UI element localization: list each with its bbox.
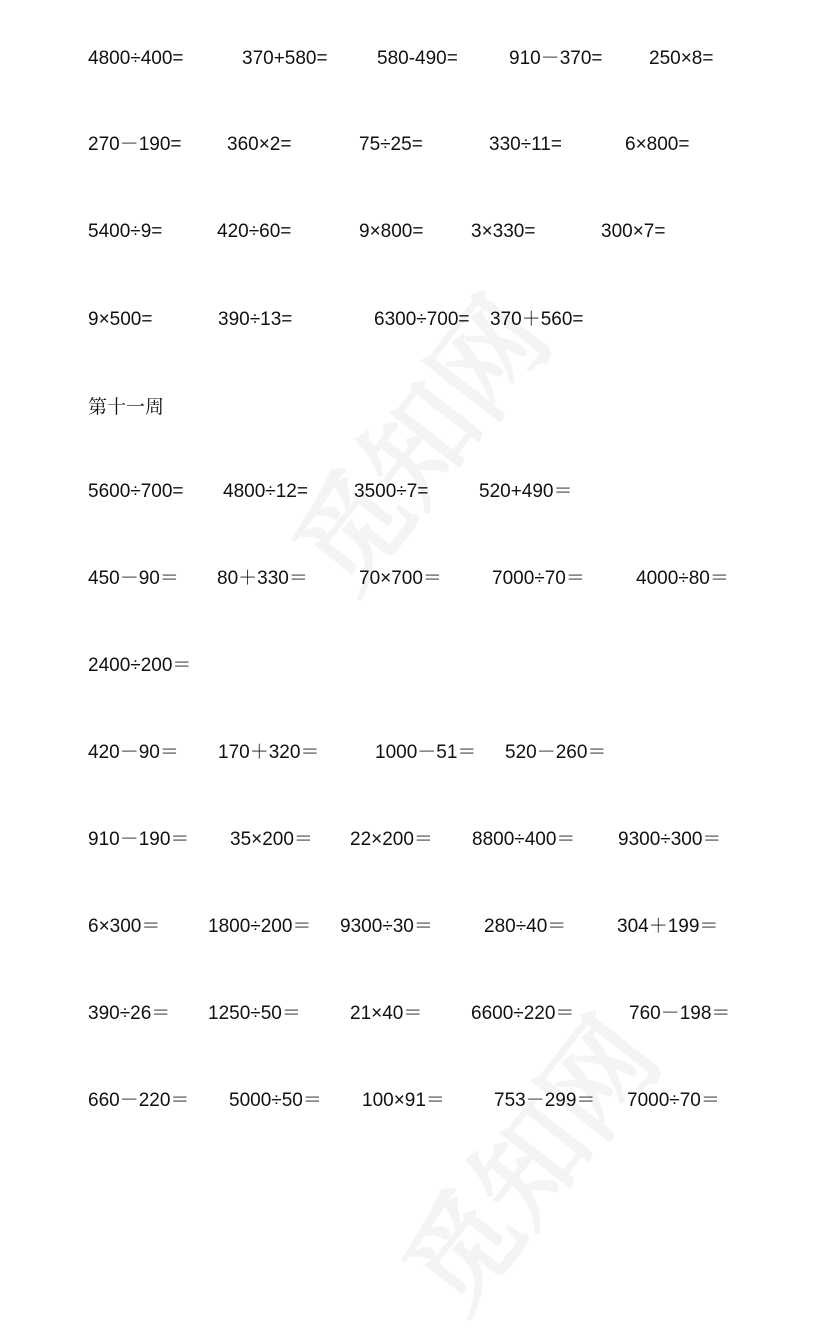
math-problem: 6600÷220＝ <box>471 1003 575 1024</box>
problem-row <box>0 825 830 855</box>
math-problem: 35×200＝ <box>230 829 313 850</box>
watermark <box>361 980 689 1337</box>
math-problem: 4800÷400= <box>88 48 184 69</box>
math-problem: 270－190= <box>88 134 182 155</box>
math-problem: 390÷13= <box>218 309 293 330</box>
problem-row <box>0 651 830 681</box>
math-problem: 7000÷70＝ <box>627 1090 720 1111</box>
problem-row <box>0 1086 830 1116</box>
problem-row <box>0 44 830 74</box>
math-problem: 280÷40＝ <box>484 916 567 937</box>
math-problem: 370+580= <box>242 48 328 69</box>
problem-row <box>0 999 830 1029</box>
math-problem: 9×800= <box>359 221 424 242</box>
math-problem: 910－190＝ <box>88 829 190 850</box>
math-problem: 390÷26＝ <box>88 1003 171 1024</box>
problem-row <box>0 738 830 768</box>
math-problem: 9×500= <box>88 309 153 330</box>
math-problem: 1000－51＝ <box>375 742 477 763</box>
math-problem: 520－260＝ <box>505 742 607 763</box>
math-problem: 4800÷12= <box>223 481 308 502</box>
week-heading: 第十一周 <box>88 396 165 418</box>
math-problem: 5000÷50＝ <box>229 1090 322 1111</box>
math-problem: 753－299＝ <box>494 1090 596 1111</box>
math-problem: 450－90＝ <box>88 568 179 589</box>
math-problem: 420÷60= <box>217 221 292 242</box>
math-problem: 520+490＝ <box>479 481 573 502</box>
math-problem: 5400÷9= <box>88 221 163 242</box>
math-problem: 7000÷70＝ <box>492 568 585 589</box>
math-problem: 21×40＝ <box>350 1003 423 1024</box>
math-problem: 3×330= <box>471 221 536 242</box>
math-problem: 9300÷300＝ <box>618 829 722 850</box>
math-problem: 100×91＝ <box>362 1090 445 1111</box>
math-problem: 9300÷30＝ <box>340 916 433 937</box>
math-problem: 170＋320＝ <box>218 742 320 763</box>
math-problem: 250×8= <box>649 48 714 69</box>
math-problem: 330÷11= <box>489 134 562 155</box>
math-problem: 1250÷50＝ <box>208 1003 301 1024</box>
problem-row <box>0 217 830 247</box>
math-problem: 910－370= <box>509 48 603 69</box>
math-problem: 760－198＝ <box>629 1003 731 1024</box>
problem-row <box>0 305 830 335</box>
math-problem: 75÷25= <box>359 134 423 155</box>
math-problem: 370＋560= <box>490 309 584 330</box>
math-problem: 6300÷700= <box>374 309 470 330</box>
problem-row <box>0 912 830 942</box>
math-problem: 6×800= <box>625 134 690 155</box>
problem-row <box>0 564 830 594</box>
math-problem: 70×700＝ <box>359 568 442 589</box>
problem-row <box>0 477 830 507</box>
math-problem: 8800÷400＝ <box>472 829 576 850</box>
math-problem: 1800÷200＝ <box>208 916 312 937</box>
math-problem: 580-490= <box>377 48 458 69</box>
math-problem: 4000÷80＝ <box>636 568 729 589</box>
math-problem: 6×300＝ <box>88 916 161 937</box>
math-problem: 80＋330＝ <box>217 568 308 589</box>
math-problem: 300×7= <box>601 221 666 242</box>
math-problem: 2400÷200＝ <box>88 655 192 676</box>
math-problem: 420－90＝ <box>88 742 179 763</box>
math-problem: 360×2= <box>227 134 292 155</box>
math-problem: 3500÷7= <box>354 481 429 502</box>
math-problem: 660－220＝ <box>88 1090 190 1111</box>
problem-row <box>0 130 830 160</box>
math-problem: 22×200＝ <box>350 829 433 850</box>
math-problem: 5600÷700= <box>88 481 184 502</box>
math-problem: 304＋199＝ <box>617 916 719 937</box>
